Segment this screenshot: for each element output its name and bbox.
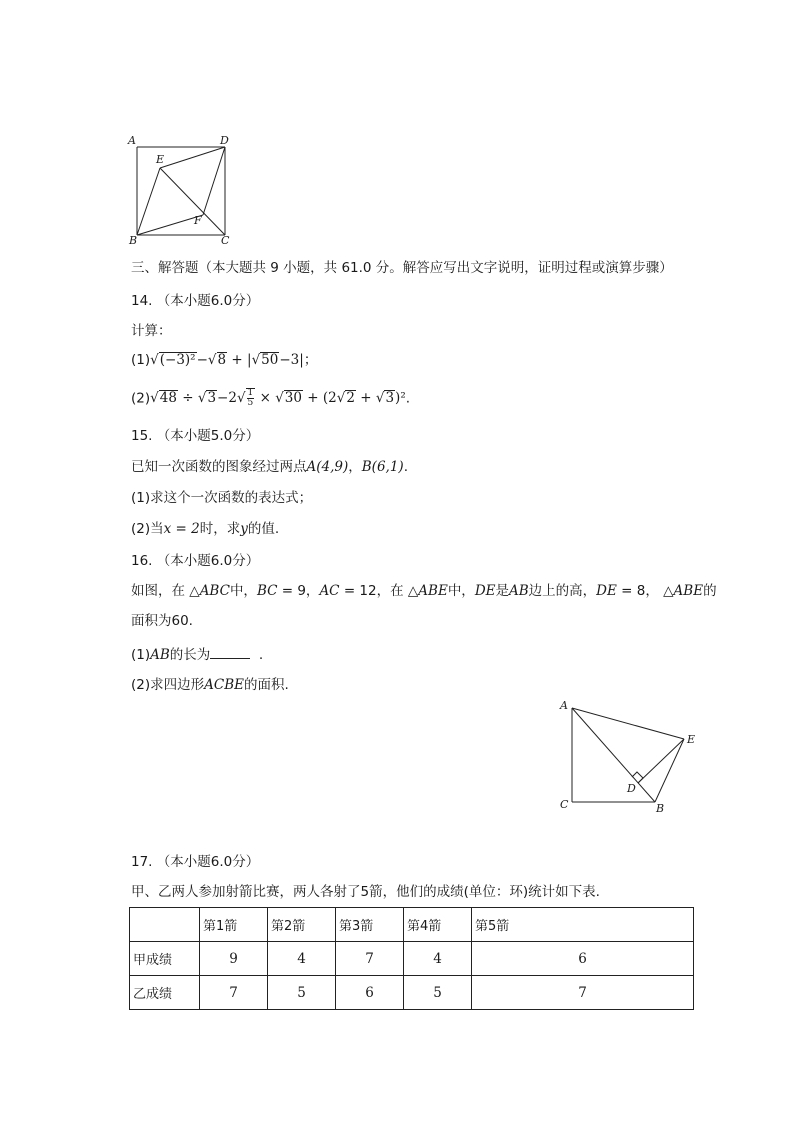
q16-part2 — [131, 677, 289, 693]
q15-part2 — [131, 521, 279, 537]
q15-part2-c: 的值. — [247, 521, 280, 537]
q15-point-a: A(4,9) — [306, 459, 349, 475]
q15-number: 15. — [131, 428, 153, 444]
q16-number: 16. — [131, 553, 153, 569]
q17-stem: 甲、乙两人参加射箭比赛，两人各射了5箭，他们的成绩(单位：环)统计如下表. — [131, 884, 600, 900]
label-A: A — [560, 699, 568, 712]
table-cell: 7 — [200, 976, 268, 1010]
q15-point-b: B(6,1) — [361, 459, 404, 475]
q16-part2-a: (2)求四边形 — [131, 677, 205, 693]
q14-part2-label: (2) — [131, 390, 151, 407]
seg-EB — [137, 168, 160, 235]
row-label: 甲成绩 — [130, 942, 200, 976]
table-cell: 5 — [268, 976, 336, 1010]
seg-FD — [203, 147, 225, 215]
label-B: B — [129, 234, 138, 247]
q14-part2-expr: √48 ÷ √3−2√ $\frac{1}{5}$ × √30 + (2√2 + √3)² — [150, 388, 406, 409]
label-E: E — [687, 733, 696, 746]
q17-number: 17. — [131, 854, 153, 870]
seg-EB — [655, 739, 684, 802]
table-cell: 4 — [404, 942, 472, 976]
square-figure — [120, 130, 245, 250]
q15-stem-text: 已知一次函数的图象经过两点 — [131, 459, 307, 475]
q15-points: （本小题5.0分） — [156, 428, 260, 444]
seg-ED — [160, 147, 225, 168]
label-C: C — [221, 234, 230, 247]
table-header-cell — [130, 908, 200, 942]
label-E: E — [156, 153, 165, 166]
q16-part1 — [131, 646, 263, 663]
q16-part2-b: 的面积. — [243, 677, 289, 693]
table-header-row — [130, 908, 694, 942]
q16-part1-text: 的长为 — [169, 647, 211, 663]
q14-number: 14. — [131, 293, 153, 309]
table-row — [130, 942, 694, 976]
seg-AB — [572, 708, 655, 802]
table-cell: 7 — [336, 942, 404, 976]
q16-header — [131, 553, 259, 569]
q16-part1-end: . — [258, 647, 264, 663]
q14-intro: 计算： — [131, 323, 172, 339]
table-cell: 6 — [472, 942, 694, 976]
q14-part1: (1)√(−3)²−√8 + |√50−3|； — [131, 352, 318, 368]
q14-part1-expr: √(−3)²−√8 + |√50−3| — [150, 352, 304, 368]
seg-AE — [572, 708, 684, 739]
label-C: C — [560, 798, 569, 811]
q15-sep: ， — [348, 459, 362, 475]
q16-points: （本小题6.0分） — [156, 553, 260, 569]
table-header-cell: 第5箭 — [472, 908, 694, 942]
table-cell: 9 — [200, 942, 268, 976]
q15-part2-eq: x = 2 — [163, 521, 200, 537]
q15-part1: (1)求这个一次函数的表达式； — [131, 490, 313, 506]
table-cell: 6 — [336, 976, 404, 1010]
table-header-cell: 第2箭 — [268, 908, 336, 942]
q14-points: （本小题6.0分） — [156, 293, 260, 309]
q16-part1-label: (1) — [131, 647, 151, 663]
label-D: D — [220, 134, 229, 147]
q15-part2-y: y — [240, 521, 248, 537]
q17-header — [131, 854, 259, 870]
table-header-cell: 第4箭 — [404, 908, 472, 942]
triangle-figure — [555, 695, 705, 820]
q15-header — [131, 428, 259, 444]
row-label: 乙成绩 — [130, 976, 200, 1010]
q16-stem-line2: 面积为60. — [131, 613, 193, 629]
label-D: D — [627, 782, 636, 795]
q17-points: （本小题6.0分） — [156, 854, 260, 870]
table-row — [130, 976, 694, 1010]
label-A: A — [128, 134, 136, 147]
label-B: B — [656, 802, 665, 815]
q16-part2-q: ACBE — [204, 677, 244, 693]
q15-part2-a: (2)当 — [131, 521, 164, 537]
q15-stem-end: . — [403, 459, 408, 475]
q16-part1-ab: AB — [150, 647, 170, 663]
scores-table — [129, 907, 694, 1010]
q15-stem — [131, 459, 408, 475]
table-cell: 4 — [268, 942, 336, 976]
q14-part1-label: (1) — [131, 352, 151, 368]
table-cell: 5 — [404, 976, 472, 1010]
q14-part2: (2)√48 ÷ √3−2√ $\frac{1}{5}$ × √30 + (2√2 + √3)². — [131, 388, 411, 409]
table-cell: 7 — [472, 976, 694, 1010]
q16-answer-blank[interactable] — [210, 646, 250, 659]
seg-DE — [638, 739, 684, 783]
label-F: F — [194, 214, 202, 227]
q14-header — [131, 293, 259, 309]
q15-part2-b: 时，求 — [199, 521, 241, 537]
table-header-cell: 第1箭 — [200, 908, 268, 942]
q16-stem-line1: 如图，在 △ABC中，BC = 9，AC = 12，在 △ABE中，DE是AB边上的高，DE = 8， △ABE的 — [131, 583, 717, 599]
table-header-cell: 第3箭 — [336, 908, 404, 942]
section-heading: 三、解答题（本大题共 9 小题，共 61.0 分。解答应写出文字说明，证明过程或演算步骤） — [131, 260, 673, 276]
